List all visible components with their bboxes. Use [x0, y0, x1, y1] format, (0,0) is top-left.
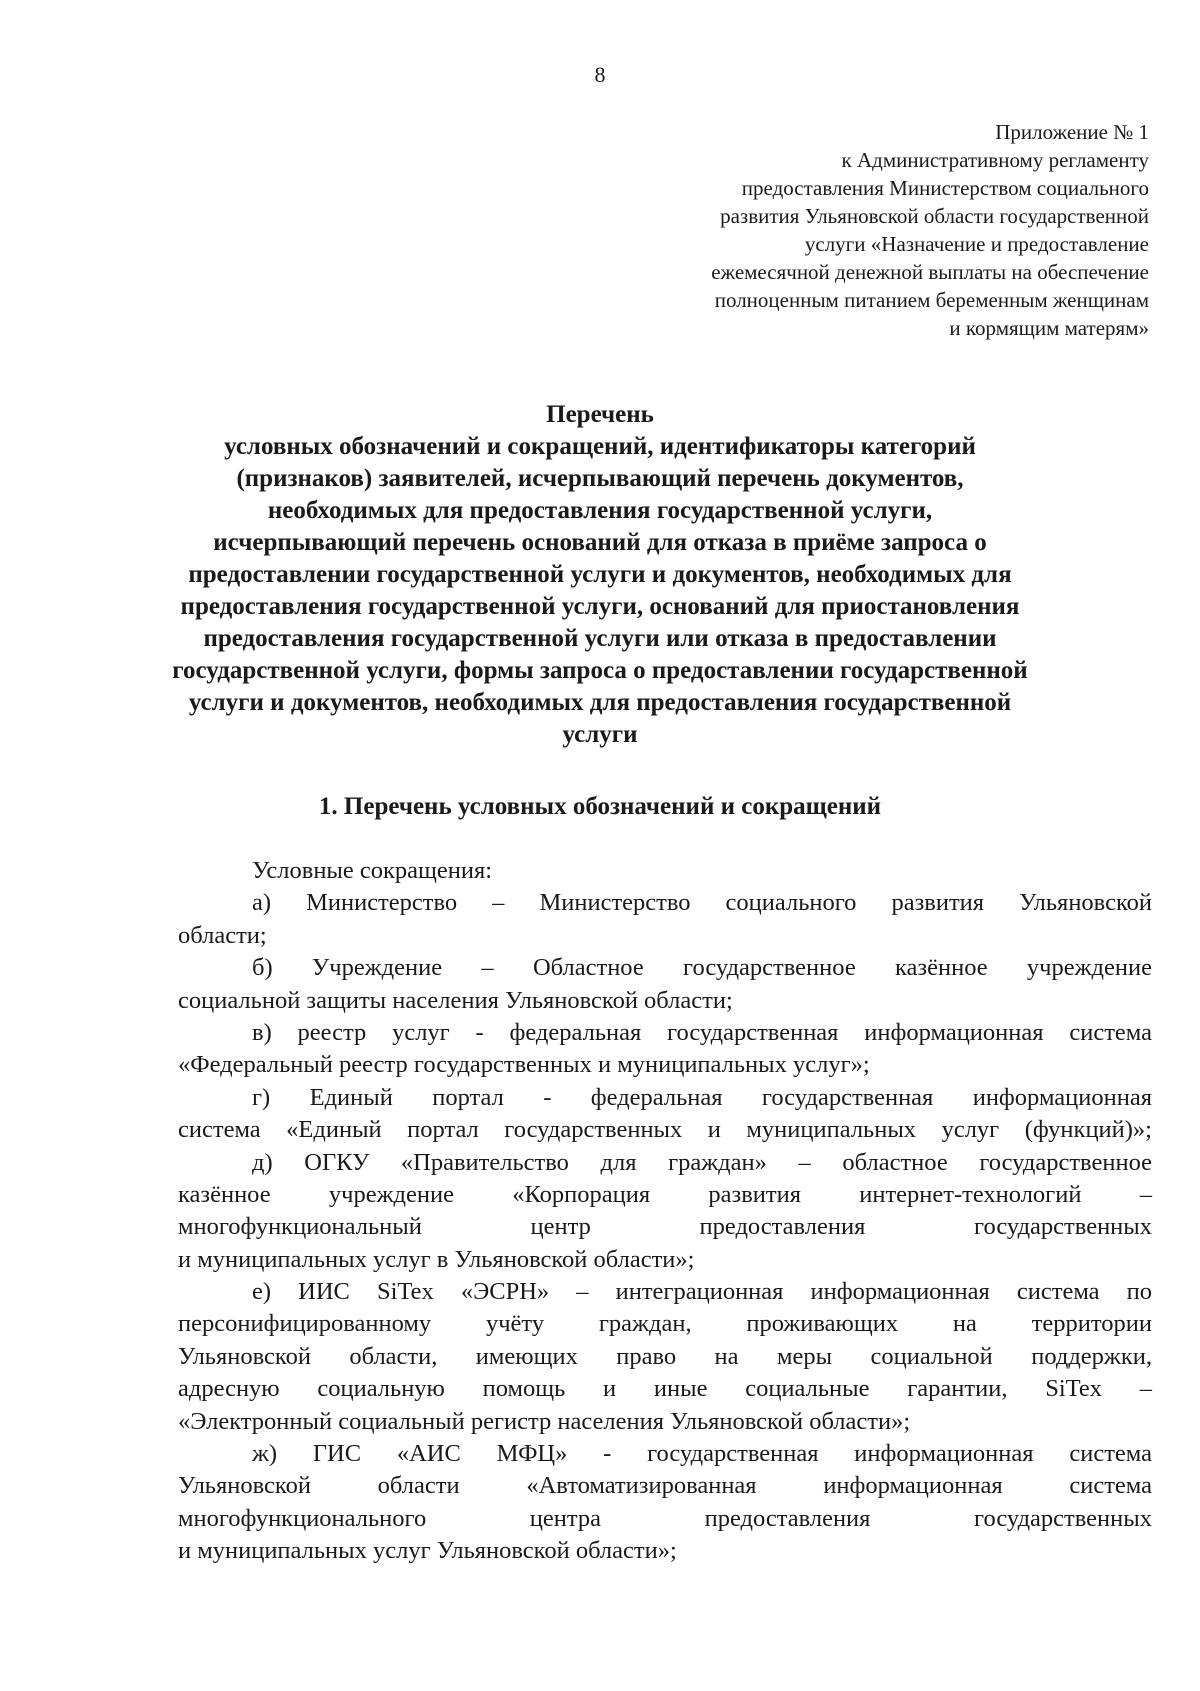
body-line: система «Единый портал государственных и муниципальных услуг (функций)»; [178, 1116, 1152, 1144]
body-line: Ульяновской области «Автоматизированная информационная система [178, 1472, 1152, 1500]
body-line: и муниципальных услуг в Ульяновской области»; [178, 1245, 695, 1273]
page-number: 8 [594, 62, 606, 87]
body-line: социальной защиты населения Ульяновской области; [178, 986, 733, 1014]
title-line: (признаков) заявителей, исчерпывающий перечень документов, [236, 465, 964, 492]
body-line: е) ИИС SiTex «ЭСРН» – интеграционная информационная система по [252, 1278, 1152, 1306]
body-line: «Федеральный реестр государственных и муниципальных услуг»; [178, 1051, 870, 1079]
title-line: исчерпывающий перечень оснований для отказа в приёме запроса о [213, 529, 987, 556]
title-line: государственной услуги, формы запроса о предоставлении государственной [172, 657, 1028, 684]
title-line: услуги и документов, необходимых для предоставления государственной [188, 689, 1012, 716]
title-line: услуги [562, 721, 638, 748]
document-title [0, 399, 1200, 751]
body-line: г) Единый портал - федеральная государственная информационная [252, 1083, 1152, 1111]
title-line: предоставления государственной услуги, оснований для приостановления [180, 593, 1020, 620]
title-line: условных обозначений и сокращений, идентификаторы категорий [224, 433, 976, 460]
appendix-line: к Административному регламенту [841, 148, 1149, 172]
appendix-line: предоставления Министерством социального [741, 176, 1149, 200]
title-line: необходимых для предоставления государственной услуги, [267, 497, 933, 524]
body-line: Ульяновской области, имеющих право на меры социальной поддержки, [178, 1342, 1152, 1370]
appendix-line: полноценным питанием беременным женщинам [714, 288, 1149, 312]
abbreviations-list [178, 855, 1152, 1568]
body-line: многофункциональный центр предоставления государственных [178, 1213, 1152, 1241]
appendix-line: и кормящим матерям» [949, 316, 1149, 340]
body-line: многофункционального центра предоставления государственных [178, 1504, 1152, 1532]
body-line: а) Министерство – Министерство социального развития Ульяновской [252, 889, 1152, 917]
appendix-line: Приложение № 1 [995, 120, 1149, 144]
body-line: «Электронный социальный регистр населения Ульяновской области»; [178, 1407, 911, 1435]
title-line: предоставления государственной услуги или отказа в предоставлении [203, 625, 997, 652]
appendix-line: услуги «Назначение и предоставление [804, 232, 1149, 256]
title-line: предоставлении государственной услуги и документов, необходимых для [188, 561, 1012, 588]
section-heading: 1. Перечень условных обозначений и сокращений [318, 793, 882, 820]
body-line: казённое учреждение «Корпорация развития интернет-технологий – [178, 1180, 1152, 1208]
appendix-note [589, 118, 1149, 342]
appendix-line: ежемесячной денежной выплаты на обеспечение [711, 260, 1149, 284]
title-line: Перечень [546, 401, 654, 428]
body-line: области; [178, 921, 267, 949]
body-line: д) ОГКУ «Правительство для граждан» – областное государственное [252, 1148, 1152, 1176]
body-line: б) Учреждение – Областное государственное казённое учреждение [252, 954, 1152, 982]
body-line: Условные сокращения: [252, 857, 493, 884]
body-line: персонифицированному учёту граждан, проживающих на территории [178, 1310, 1152, 1338]
body-line: адресную социальную помощь и иные социальные гарантии, SiTex – [178, 1375, 1152, 1403]
body-line: и муниципальных услуг Ульяновской области»; [178, 1537, 677, 1565]
body-line: ж) ГИС «АИС МФЦ» - государственная информационная система [252, 1440, 1152, 1468]
appendix-line: развития Ульяновской области государственной [720, 204, 1149, 228]
body-line: в) реестр услуг - федеральная государственная информационная система [252, 1018, 1152, 1046]
